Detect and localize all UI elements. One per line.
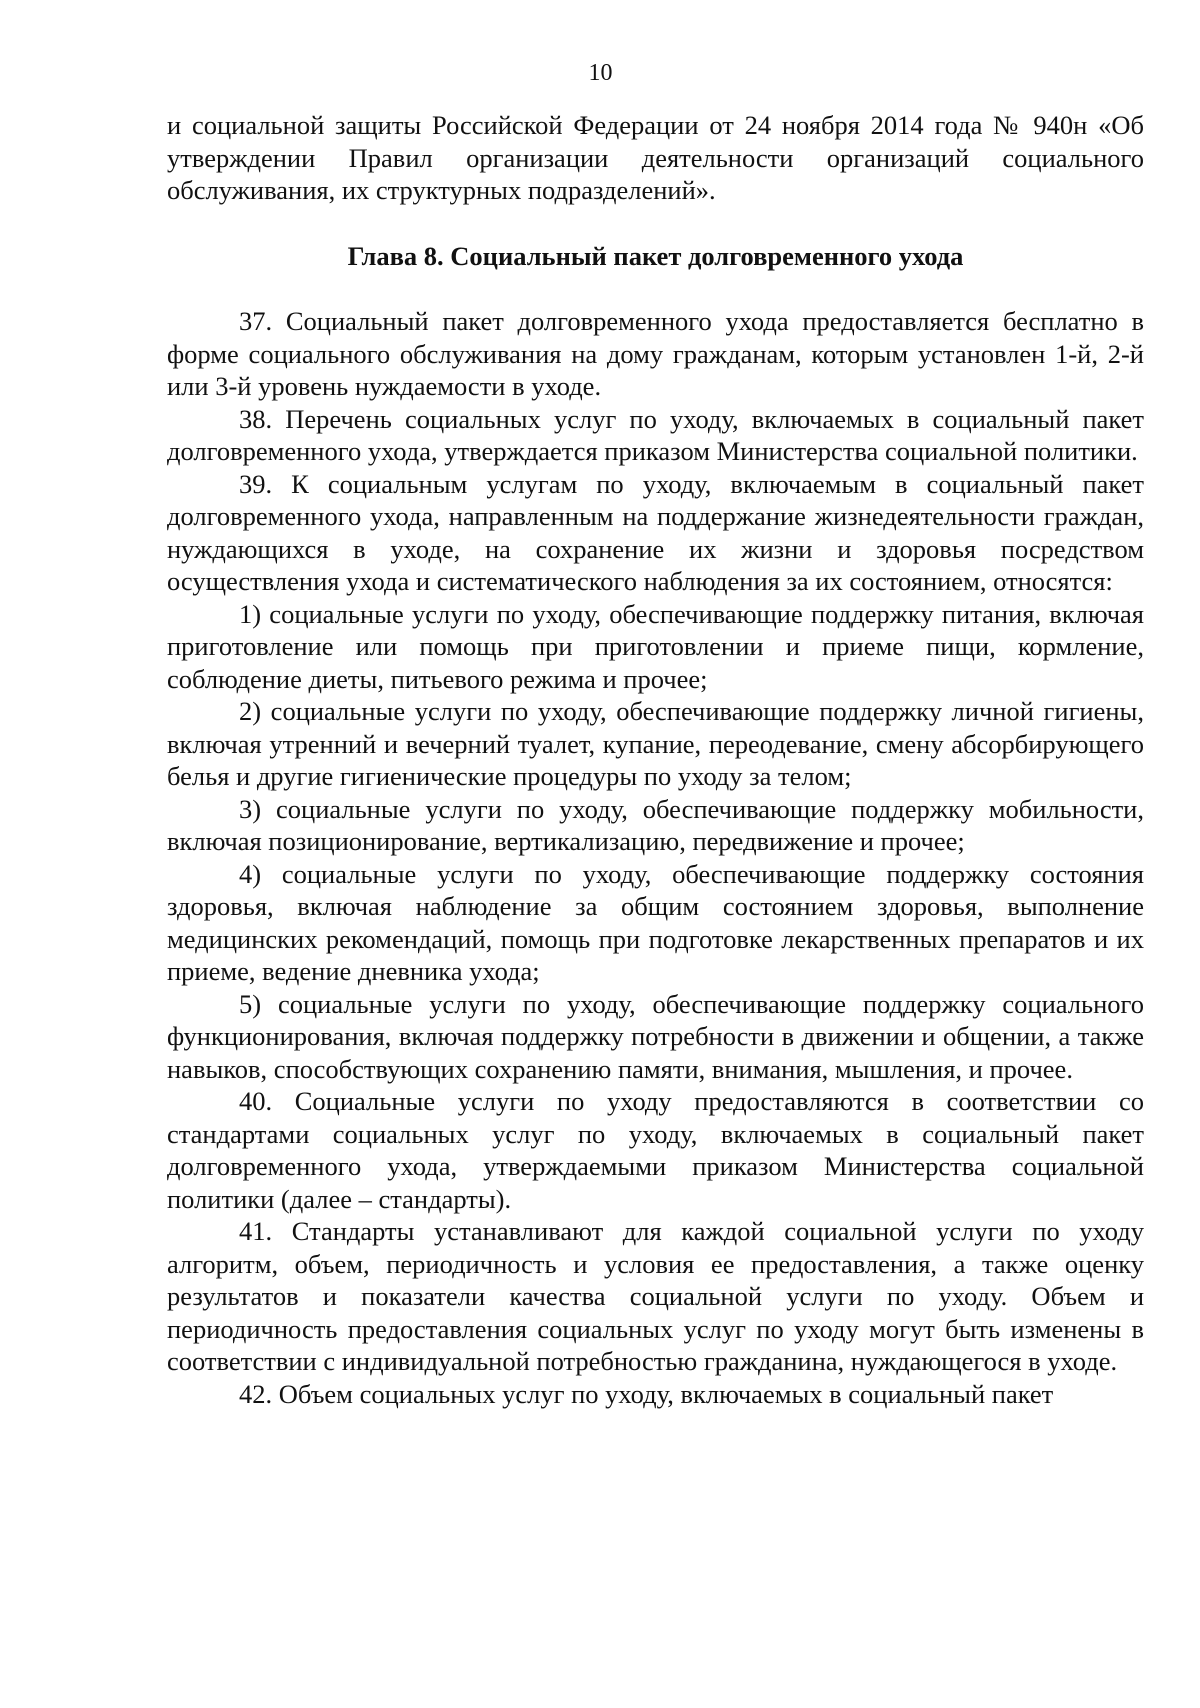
list-item-5: 5) социальные услуги по уходу, обеспечивающие поддержку социального функционирования, включая поддержку потребности в движении и общении, а также навыков, способствующих сохранению памяти, внимания, мышления, и прочее. [167, 988, 1144, 1084]
paragraph-39: 39. К социальным услугам по уходу, включаемым в социальный пакет долговременного ухода, направленным на поддержание жизнедеятельности граждан, нуждающихся в уходе, на сохранение их жизни и здоровья посредством осуществления ухода и систематического наблюдения за их состоянием, относятся: [167, 468, 1144, 596]
list-item-3: 3) социальные услуги по уходу, обеспечивающие поддержку мобильности, включая позиционирование, вертикализацию, передвижение и прочее; [167, 793, 1144, 856]
chapter-heading: Глава 8. Социальный пакет долговременного ухода [347, 240, 964, 271]
list-item-4: 4) социальные услуги по уходу, обеспечивающие поддержку состояния здоровья, включая наблюдение за общим состоянием здоровья, выполнение медицинских рекомендаций, помощь при подготовке лекарственных препаратов и их приеме, ведение дневника ухода; [167, 858, 1144, 986]
paragraph-41: 41. Стандарты устанавливают для каждой социальной услуги по уходу алгоритм, объем, периодичность и условия ее предоставления, а также оценку результатов и показатели качества социальной услуги по уходу. Объем и периодичность предоставления социальных услуг по уходу могут быть изменены в соответствии с индивидуальной потребностью гражданина, нуждающегося в уходе. [167, 1216, 1144, 1376]
paragraph-42: 42. Объем социальных услуг по уходу, включаемых в социальный пакет [239, 1378, 1054, 1409]
page-number: 10 [588, 60, 613, 86]
paragraph-38: 38. Перечень социальных услуг по уходу, включаемых в социальный пакет долговременного ухода, утверждается приказом Министерства социальной политики. [167, 403, 1144, 466]
intro-paragraph: и социальной защиты Российской Федерации от 24 ноября 2014 года № 940н «Об утверждении Правил организации деятельности организаций социального обслуживания, их структурных подразделений». [167, 110, 1144, 205]
list-item-1: 1) социальные услуги по уходу, обеспечивающие поддержку питания, включая приготовление или помощь при приготовлении и приеме пищи, кормление, соблюдение диеты, питьевого режима и прочее; [167, 598, 1144, 694]
list-item-2: 2) социальные услуги по уходу, обеспечивающие поддержку личной гигиены, включая утренний и вечерний туалет, купание, переодевание, смену абсорбирующего белья и другие гигиенические процедуры по уходу за телом; [167, 696, 1144, 791]
paragraph-37: 37. Социальный пакет долговременного ухода предоставляется бесплатно в форме социального обслуживания на дому гражданам, которым установлен 1-й, 2-й или 3-й уровень нуждаемости в уходе. [167, 306, 1144, 401]
paragraph-40: 40. Социальные услуги по уходу предоставляются в соответствии со стандартами социальных услуг по уходу, включаемых в социальный пакет долговременного ухода, утверждаемыми приказом Министерства социальной политики (далее – стандарты). [167, 1086, 1144, 1214]
